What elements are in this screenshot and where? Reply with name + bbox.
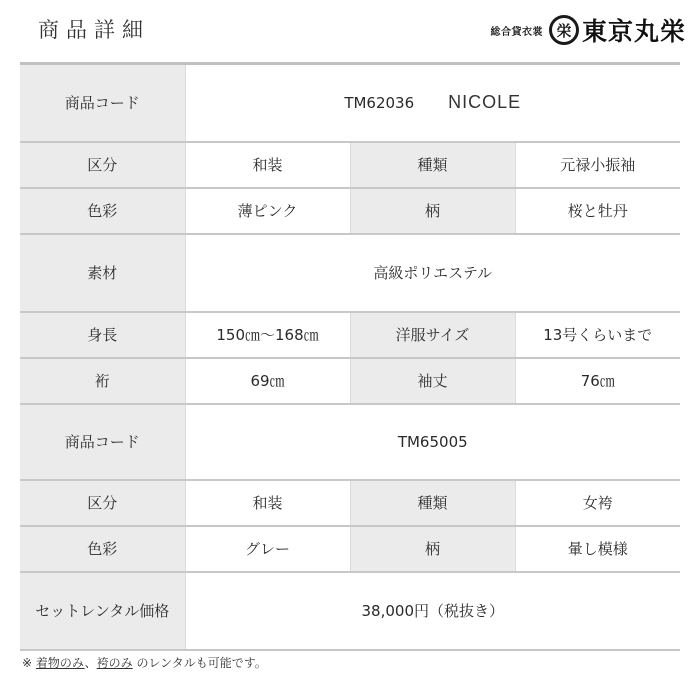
table-row (20, 572, 680, 650)
set-price-label: セットレンタル価格 (20, 572, 185, 650)
footnote-hakama-only: 袴のみ (96, 656, 133, 670)
pattern-value: 桜と牡丹 (515, 188, 680, 234)
brand-name: 東京丸栄 (581, 17, 686, 46)
size-label: 洋服サイズ (350, 312, 515, 358)
footnote-separator: 、 (84, 656, 97, 670)
material-value: 高級ポリエステル (185, 234, 680, 312)
height-label: 身長 (20, 312, 185, 358)
category-value: 和装 (185, 480, 350, 526)
brand-logo (490, 12, 686, 48)
product-code-cell (185, 64, 680, 142)
table-row (20, 312, 680, 358)
table-row (20, 480, 680, 526)
set-price-value: 38,000円（税抜き） (185, 572, 680, 650)
sleeve-label: 袖丈 (350, 358, 515, 404)
code-label: 商品コード (20, 64, 185, 142)
category-label: 区分 (20, 480, 185, 526)
brand-seal-icon: 栄 (549, 15, 579, 45)
footnote-kimono-only: 着物のみ (35, 656, 85, 670)
sleeve-value: 76㎝ (515, 358, 680, 404)
category-label: 区分 (20, 142, 185, 188)
yuki-label: 裄 (20, 358, 185, 404)
table-row (20, 526, 680, 572)
footnote-mark: ※ (22, 656, 33, 670)
color-label: 色彩 (20, 526, 185, 572)
type-label: 種類 (350, 142, 515, 188)
pattern-label: 柄 (350, 188, 515, 234)
height-value: 150㎝～168㎝ (185, 312, 350, 358)
category-value: 和装 (185, 142, 350, 188)
color-value: グレー (185, 526, 350, 572)
table-row (20, 142, 680, 188)
footnote-text: のレンタルも可能です。 (136, 656, 267, 670)
type-value: 元禄小振袖 (515, 142, 680, 188)
table-row (20, 404, 680, 480)
brand-subtitle: 総合貸衣裳 (490, 26, 543, 38)
product-detail-table (20, 62, 680, 651)
table-row (20, 358, 680, 404)
material-label: 素材 (20, 234, 185, 312)
table-row (20, 64, 680, 142)
table-row (20, 234, 680, 312)
page-title: 商品詳細 (38, 18, 150, 42)
product-brand: NICOLE (448, 92, 522, 113)
size-value: 13号くらいまで (515, 312, 680, 358)
product-code: TM62036 (344, 94, 415, 113)
pattern-value: 暈し模様 (515, 526, 680, 572)
yuki-value: 69㎝ (185, 358, 350, 404)
table-row (20, 188, 680, 234)
color-label: 色彩 (20, 188, 185, 234)
type-value: 女袴 (515, 480, 680, 526)
type-label: 種類 (350, 480, 515, 526)
footnote (22, 654, 267, 671)
color-value: 薄ピンク (185, 188, 350, 234)
pattern-label: 柄 (350, 526, 515, 572)
code-label: 商品コード (20, 404, 185, 480)
product-code: TM65005 (185, 404, 680, 480)
header (0, 0, 700, 58)
